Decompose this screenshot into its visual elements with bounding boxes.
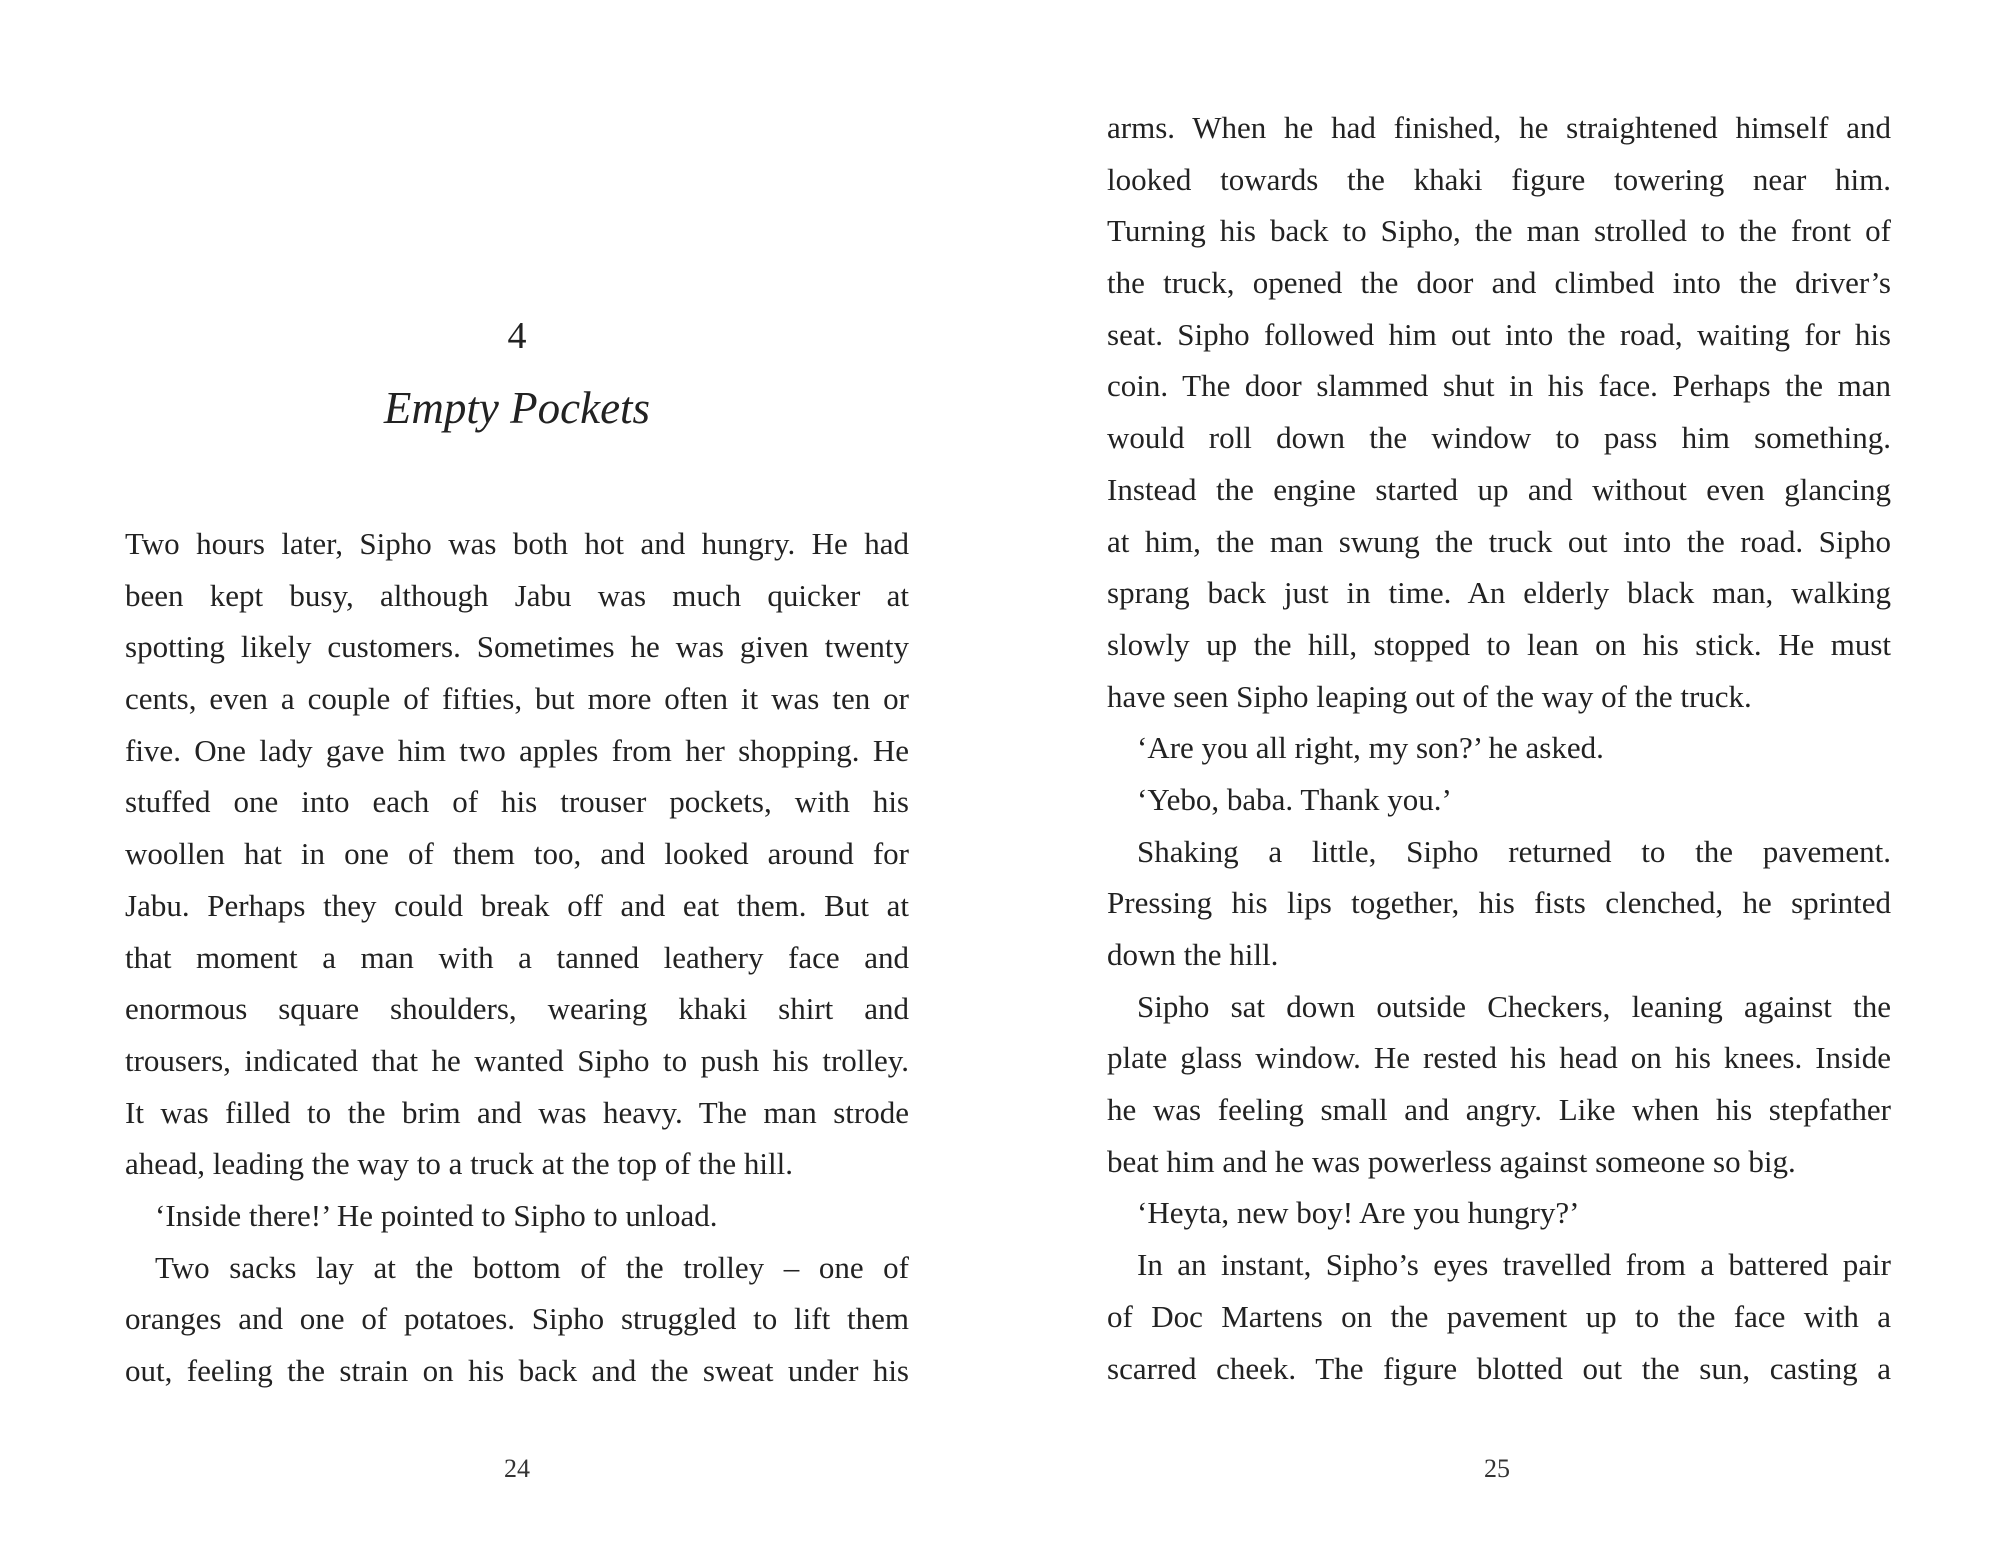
- page-number: 25: [1484, 1454, 1510, 1483]
- text-line: ‘Inside there!’ He pointed to Sipho to unload.: [155, 1197, 718, 1233]
- text-line: enormous square shoulders, wearing khaki shirt and: [125, 991, 909, 1027]
- text-line: slowly up the hill, stopped to lean on his stick. He must: [1107, 626, 1891, 662]
- text-line: plate glass window. He rested his head on his knees. Inside: [1107, 1040, 1891, 1076]
- text-line: Two sacks lay at the bottom of the trolley – one of: [155, 1249, 909, 1285]
- text-line: arms. When he had finished, he straightened himself and: [1107, 110, 1891, 145]
- text-line: he was feeling small and angry. Like when his stepfather: [1107, 1092, 1891, 1128]
- text-line: spotting likely customers. Sometimes he was given twenty: [125, 629, 909, 665]
- page-number: 24: [504, 1454, 530, 1483]
- text-line: It was filled to the brim and was heavy. The man strode: [125, 1094, 909, 1130]
- text-line: scarred cheek. The figure blotted out the sun, casting a: [1107, 1350, 1891, 1386]
- text-line: at him, the man swung the truck out into the road. Sipho: [1107, 523, 1891, 559]
- text-line: coin. The door slammed shut in his face. Perhaps the man: [1107, 368, 1891, 404]
- text-line: Pressing his lips together, his fists clenched, he sprinted: [1107, 885, 1891, 921]
- text-line: of Doc Martens on the pavement up to the face with a: [1107, 1298, 1891, 1334]
- text-line: ‘Yebo, baba. Thank you.’: [1137, 781, 1452, 817]
- text-line: that moment a man with a tanned leathery face and: [125, 939, 909, 975]
- text-line: Shaking a little, Sipho returned to the pavement.: [1137, 833, 1891, 869]
- text-line: out, feeling the strain on his back and the sweat under his: [125, 1353, 909, 1388]
- text-line: looked towards the khaki figure towering near him.: [1107, 161, 1891, 197]
- text-line: ahead, leading the way to a truck at the top of the hill.: [125, 1146, 793, 1182]
- text-line: trousers, indicated that he wanted Sipho to push his trolley.: [125, 1042, 909, 1078]
- chapter-title: Empty Pockets: [383, 383, 651, 433]
- text-line: five. One lady gave him two apples from her shopping. He: [125, 732, 909, 768]
- text-line: woollen hat in one of them too, and looked around for: [125, 836, 909, 872]
- right-page: [1000, 0, 2000, 1564]
- chapter-number: 4: [507, 315, 527, 357]
- text-line: Two hours later, Sipho was both hot and hungry. He had: [125, 526, 909, 561]
- text-line: the truck, opened the door and climbed into the driver’s: [1107, 265, 1891, 301]
- left-page-body-text: [125, 518, 909, 1397]
- text-line: seat. Sipho followed him out into the road, waiting for his: [1107, 316, 1891, 352]
- text-line: beat him and he was powerless against someone so big.: [1107, 1143, 1796, 1179]
- text-line: ‘Are you all right, my son?’ he asked.: [1137, 730, 1604, 766]
- text-line: Instead the engine started up and without even glancing: [1107, 471, 1891, 507]
- text-line: Jabu. Perhaps they could break off and eat them. But at: [125, 887, 909, 923]
- text-line: cents, even a couple of fifties, but more often it was ten or: [125, 681, 909, 717]
- text-line: have seen Sipho leaping out of the way of the truck.: [1107, 678, 1752, 714]
- text-line: oranges and one of potatoes. Sipho struggled to lift them: [125, 1301, 909, 1337]
- text-line: down the hill.: [1107, 937, 1279, 972]
- text-line: been kept busy, although Jabu was much quicker at: [125, 577, 909, 613]
- text-line: Turning his back to Sipho, the man strolled to the front of: [1107, 213, 1891, 249]
- text-line: Sipho sat down outside Checkers, leaning against the: [1137, 988, 1891, 1024]
- text-line: sprang back just in time. An elderly black man, walking: [1107, 575, 1891, 611]
- text-line: In an instant, Sipho’s eyes travelled from a battered pair: [1137, 1247, 1891, 1283]
- text-line: would roll down the window to pass him something.: [1107, 420, 1891, 456]
- text-line: ‘Heyta, new boy! Are you hungry?’: [1137, 1195, 1580, 1231]
- text-line: stuffed one into each of his trouser pockets, with his: [125, 784, 909, 820]
- right-page-body-text: [1107, 102, 1891, 1394]
